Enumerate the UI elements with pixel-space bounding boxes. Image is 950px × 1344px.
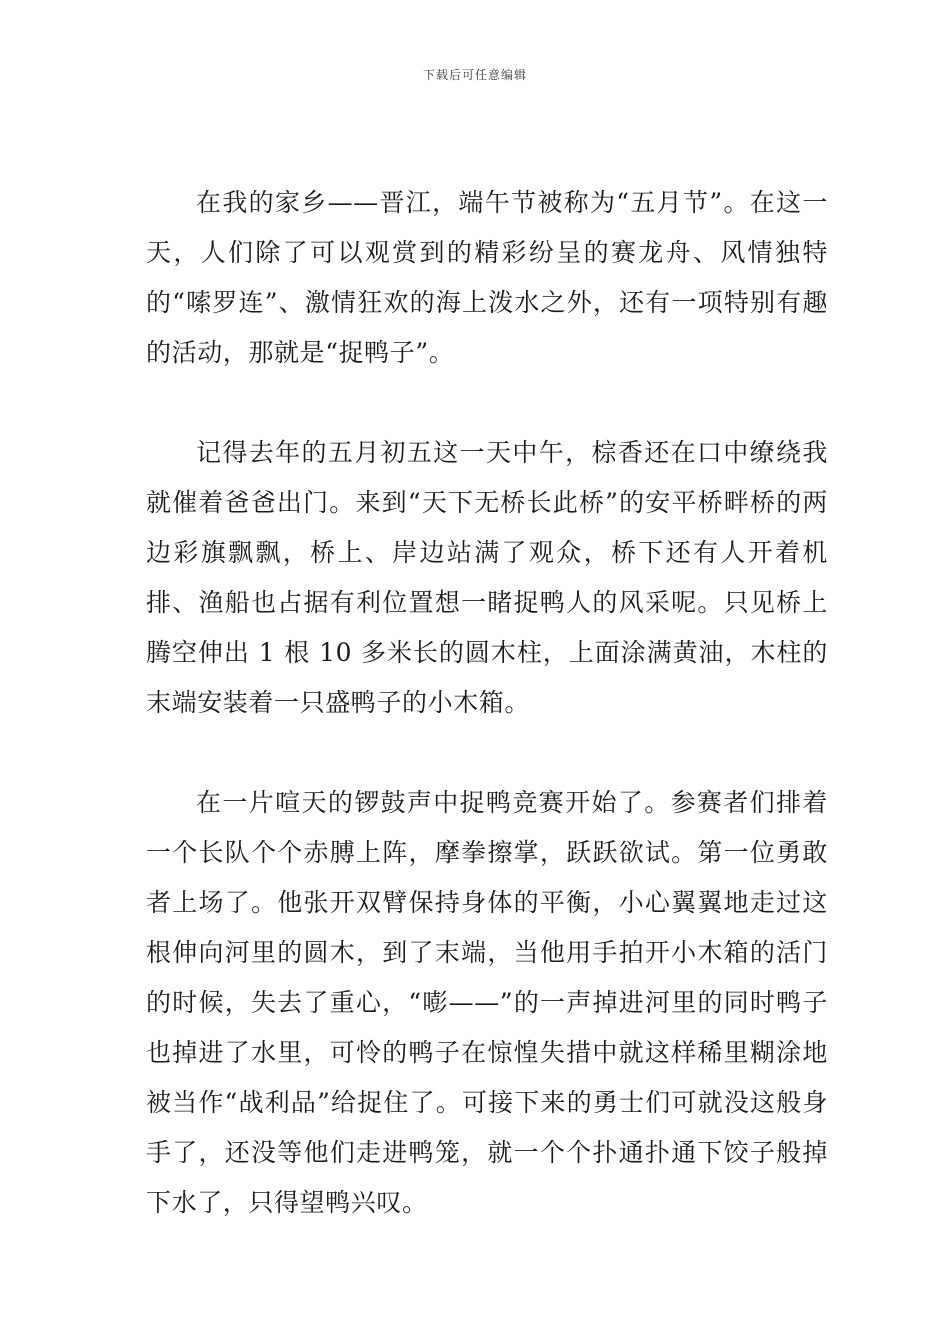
paragraph-1: 在我的家乡——晋江，端午节被称为“五月节”。在这一天，人们除了可以观赏到的精彩纷呈的赛龙舟、风情独特的“嗦罗连”、激情狂欢的海上泼水之外，还有一项特别有趣的活动，那就是“捉鸭子”。 bbox=[146, 188, 828, 367]
paragraph-3: 在一片喧天的锣鼓声中捉鸭竞赛开始了。参赛者们排着一个长队个个赤膊上阵，摩拳擦掌，跃跃欲试。第一位勇敢者上场了。他张开双臂保持身体的平衡，小心翼翼地走过这根伸向河里的圆木，到了末端，当他用手拍开小木箱的活门的时候，失去了重心，“嘭——”的一声掉进河里的同时鸭子也掉进了水里，可怜的鸭子在惊惶失措中就这样稀里糊涂地被当作“战利品”给捉住了。可接下来的勇士们可就没这般身手了，还没等他们走进鸭笼，就一个个扑通扑通下饺子般掉下水了，只得望鸭兴叹。 bbox=[146, 788, 828, 1217]
paragraph-2: 记得去年的五月初五这一天中午，棕香还在口中缭绕我就催着爸爸出门。来到“天下无桥长此桥”的安平桥畔桥的两边彩旗飘飘，桥上、岸边站满了观众，桥下还有人开着机排、渔船也占据有利位置想一睹捉鸭人的风采呢。只见桥上腾空伸出 1 根 10 多米长的圆木柱，上面涂满黄油，木柱的末端安装着一只盛鸭子的小木箱。 bbox=[146, 438, 828, 717]
article-body bbox=[146, 178, 828, 1278]
page-header-note: 下载后可任意编辑 bbox=[422, 68, 527, 82]
